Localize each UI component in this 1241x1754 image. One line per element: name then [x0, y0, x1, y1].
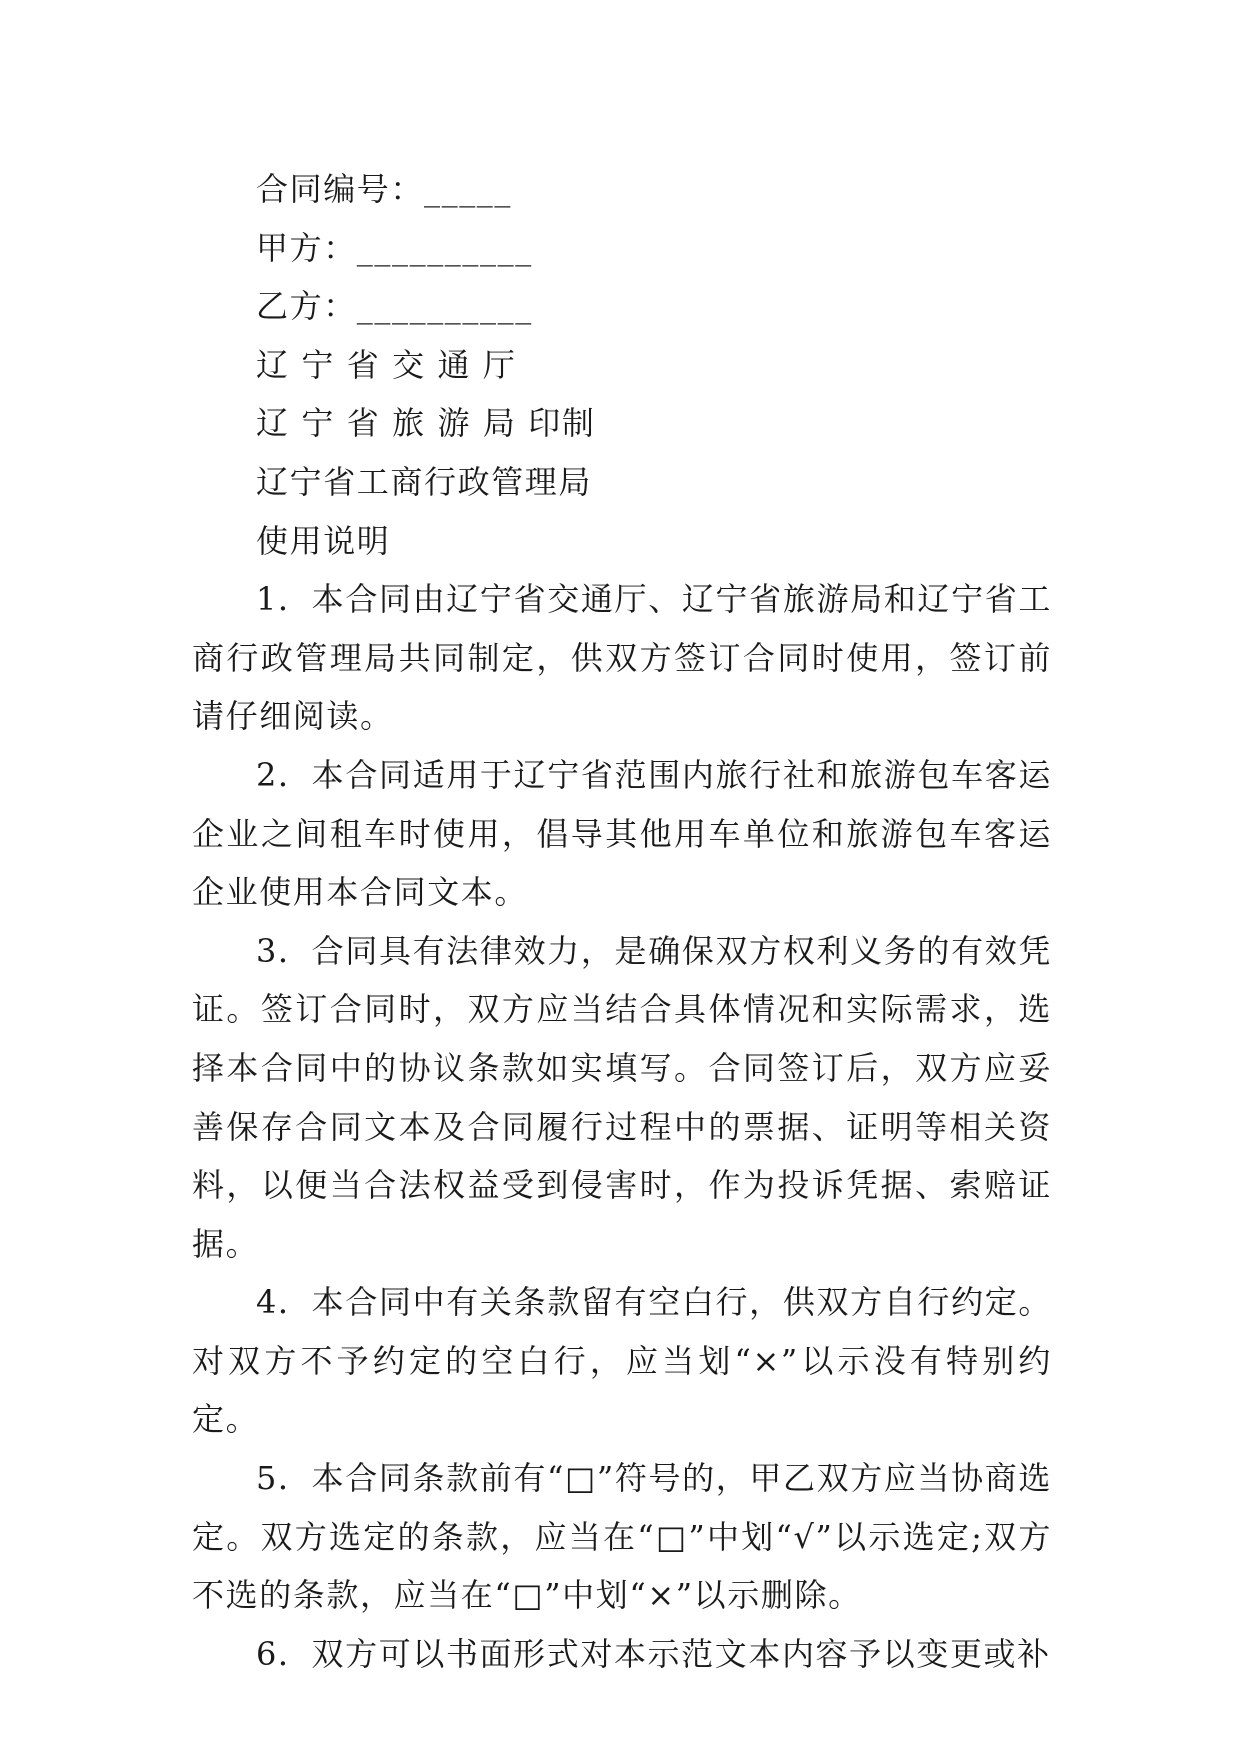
issuer-transport-dept: 辽 宁 省 交 通 厅: [256, 345, 517, 384]
instruction-item-2: 2．本合同适用于辽宁省范围内旅行社和旅游包车客运企业之间租车时使用，倡导其他用车单位和旅游包车客运企业使用本合同文本。: [192, 755, 1052, 912]
issuer-tourism-bureau: 辽 宁 省 旅 游 局 印制: [256, 404, 596, 443]
contract-text: [192, 160, 1052, 1683]
instruction-item-1: 1．本合同由辽宁省交通厅、辽宁省旅游局和辽宁省工商行政管理局共同制定，供双方签订合同时使用，签订前请仔细阅读。: [192, 580, 1052, 736]
party-a: 甲方：__________: [256, 228, 533, 267]
instruction-item-5: 5．本合同条款前有“□”符号的，甲乙双方应当协商选定。双方选定的条款，应当在“□”中划“√”以示选定;双方不选的条款，应当在“□”中划“×”以示删除。: [192, 1459, 1052, 1615]
instructions-title: 使用说明: [256, 521, 391, 560]
party-b: 乙方：__________: [256, 287, 533, 326]
instruction-item-3: 3．合同具有法律效力，是确保双方权利义务的有效凭证。签订合同时，双方应当结合具体情况和实际需求，选择本合同中的协议条款如实填写。合同签订后，双方应妥善保存合同文本及合同履行过程中的票据、证明等相关资料，以便当合法权益受到侵害时，作为投诉凭据、索赔证据。: [192, 931, 1052, 1263]
contract-number: 合同编号：_____: [256, 170, 513, 208]
instruction-item-6: 6．双方可以书面形式对本示范文本内容予以变更或补: [256, 1634, 1051, 1673]
instruction-item-4: 4．本合同中有关条款留有空白行，供双方自行约定。对双方不予约定的空白行，应当划“×”以示没有特别约定。: [192, 1283, 1052, 1439]
issuer-industry-commerce: 辽宁省工商行政管理局: [256, 462, 593, 501]
